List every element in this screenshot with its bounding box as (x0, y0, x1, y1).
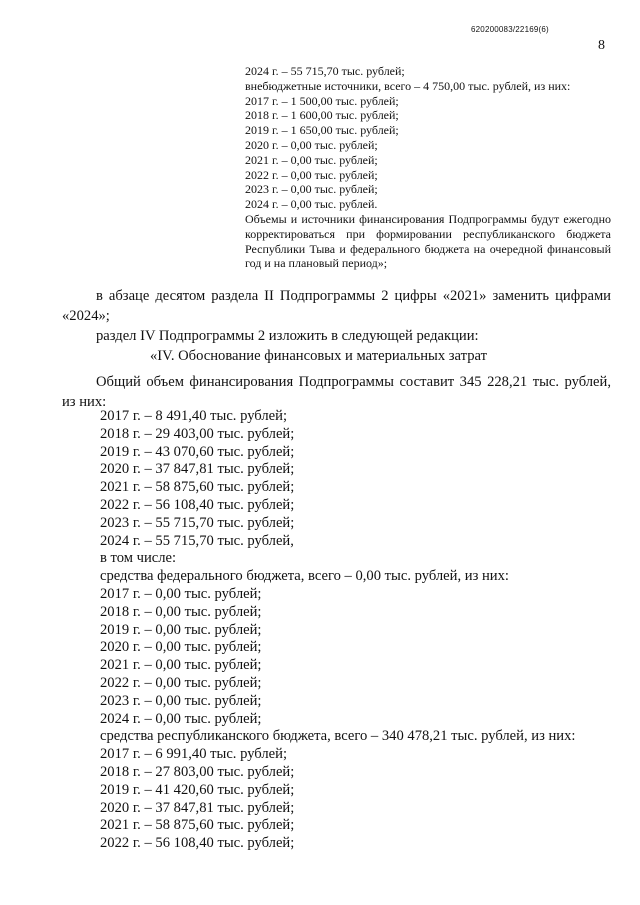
list-item: 2023 г. – 55 715,70 тыс. рублей; (100, 514, 295, 531)
document-code: 620200083/22169(6) (471, 25, 549, 34)
list-item: 2021 г. – 58 875,60 тыс. рублей; (100, 479, 295, 496)
top-line: 2023 г. – 0,00 тыс. рублей; (245, 182, 378, 197)
list-item: 2019 г. – 41 420,60 тыс. рублей; (100, 781, 295, 798)
top-line: 2024 г. – 55 715,70 тыс. рублей; (245, 64, 405, 78)
federal-heading: средства федерального бюджета, всего – 0,00 тыс. рублей, из них: (100, 568, 509, 585)
list-item: 2019 г. – 0,00 тыс. рублей; (100, 621, 262, 638)
top-line: 2020 г. – 0,00 тыс. рублей; (245, 137, 378, 152)
list-item: 2020 г. – 37 847,81 тыс. рублей; (100, 461, 295, 478)
list-item: 2021 г. – 58 875,60 тыс. рублей; (100, 817, 295, 834)
list-item: 2018 г. – 29 403,00 тыс. рублей; (100, 425, 295, 442)
list-item: 2020 г. – 37 847,81 тыс. рублей; (100, 799, 295, 816)
top-line: 2019 г. – 1 650,00 тыс. рублей; (245, 123, 399, 138)
including-label: в том числе: (100, 550, 177, 567)
top-line: 2018 г. – 1 600,00 тыс. рублей; (245, 108, 399, 123)
list-item: 2019 г. – 43 070,60 тыс. рублей; (100, 443, 295, 460)
list-item: 2017 г. – 6 991,40 тыс. рублей; (100, 746, 287, 763)
section-title: «IV. Обоснование финансовых и материальных затрат (150, 348, 487, 364)
page-number: 8 (598, 38, 605, 53)
financing-list (100, 408, 611, 853)
list-item: 2018 г. – 27 803,00 тыс. рублей; (100, 763, 295, 780)
list-item: 2023 г. – 0,00 тыс. рублей; (100, 692, 262, 709)
top-line: внебюджетные источники, всего – 4 750,00 тыс. рублей, из них: (245, 78, 571, 93)
top-block (245, 64, 611, 271)
list-item: 2022 г. – 0,00 тыс. рублей; (100, 674, 262, 691)
top-paragraph: Объемы и источники финансирования Подпрограммы будут ежегодно корректироваться при формировании республиканского бюджета Республики Тыва и федерального бюджета на очередной финансовый год и на плановый период»; (245, 211, 611, 271)
list-item: 2021 г. – 0,00 тыс. рублей; (100, 657, 262, 674)
list-item: 2017 г. – 0,00 тыс. рублей; (100, 585, 262, 602)
financing-intro: Общий объем финансирования Подпрограммы составит 345 228,21 тыс. рублей, из них: (62, 374, 611, 411)
republic-heading: средства республиканского бюджета, всего – 340 478,21 тыс. рублей, из них: (100, 728, 576, 745)
list-item: 2020 г. – 0,00 тыс. рублей; (100, 639, 262, 656)
list-item: 2018 г. – 0,00 тыс. рублей; (100, 603, 262, 620)
list-item: 2024 г. – 55 715,70 тыс. рублей, (100, 532, 294, 549)
top-line: 2021 г. – 0,00 тыс. рублей; (245, 152, 378, 167)
amendment-paragraph-1: в абзаце десятом раздела II Подпрограммы 2 цифры «2021» заменить цифрами «2024»; (62, 288, 611, 325)
top-line: 2017 г. – 1 500,00 тыс. рублей; (245, 93, 399, 108)
list-item: 2024 г. – 0,00 тыс. рублей; (100, 710, 262, 727)
top-line: 2024 г. – 0,00 тыс. рублей. (245, 197, 378, 212)
list-item: 2017 г. – 8 491,40 тыс. рублей; (100, 408, 287, 424)
amendment-paragraph-2: раздел IV Подпрограммы 2 изложить в следующей редакции: (96, 328, 479, 344)
list-item: 2022 г. – 56 108,40 тыс. рублей; (100, 496, 295, 513)
top-line: 2022 г. – 0,00 тыс. рублей; (245, 167, 378, 182)
list-item: 2022 г. – 56 108,40 тыс. рублей; (100, 835, 295, 852)
